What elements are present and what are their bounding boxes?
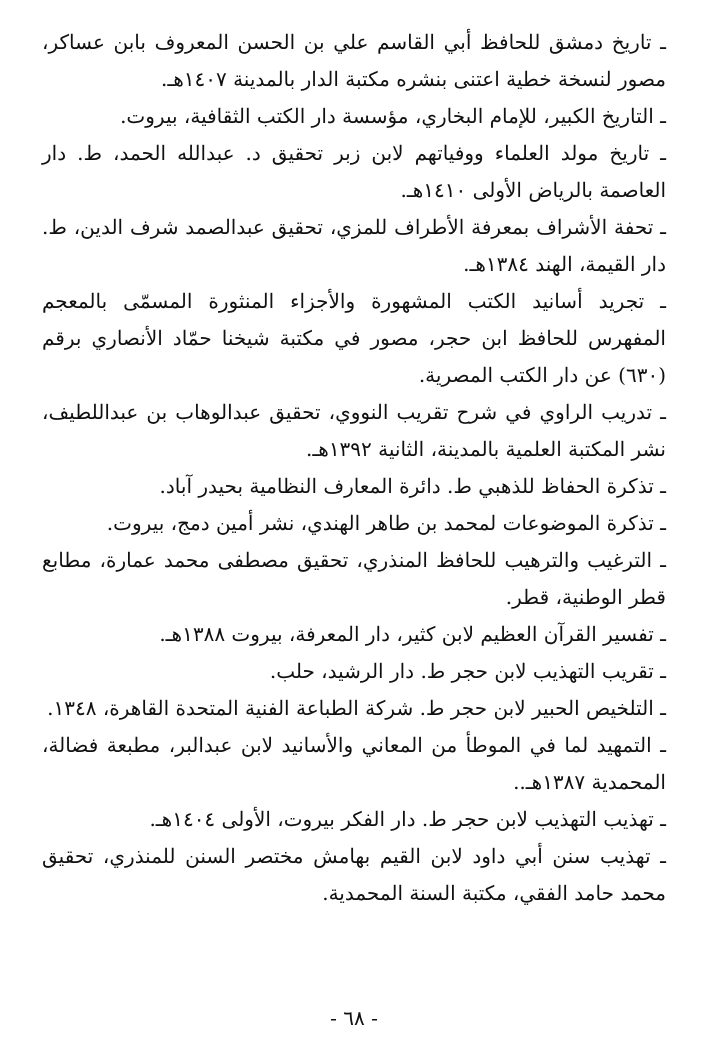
reference-entry: ـ تذكرة الموضوعات لمحمد بن طاهر الهندي، نشر أمين دمج، بيروت. [106, 511, 666, 535]
page-number: - ٦٨ - [330, 1006, 378, 1030]
reference-entry: ـ تجريد أسانيد الكتب المشهورة والأجزاء المنثورة المسمّى بالمعجم المفهرس للحافظ ابن حجر، مصور في مكتبة شيخنا حمّاد الأنصاري برقم (٦٣٠) عن دار الكتب المصرية. [42, 289, 666, 387]
reference-entry: ـ التلخيص الحبير لابن حجر ط. شركة الطباعة الفنية المتحدة القاهرة، ١٣٤٨. [47, 696, 666, 720]
reference-entry: ـ تحفة الأشراف بمعرفة الأطراف للمزي، تحقيق عبدالصمد شرف الدين، ط. دار القيمة، الهند ١٣٨٤هـ. [42, 215, 666, 276]
reference-entry: ـ تهذيب سنن أبي داود لابن القيم بهامش مختصر السنن للمنذري، تحقيق محمد حامد الفقي، مكتبة السنة المحمدية. [42, 844, 666, 905]
reference-entry: ـ التمهيد لما في الموطأ من المعاني والأسانيد لابن عبدالبر، مطبعة فضالة، المحمدية ١٣٨٧هـ.. [42, 733, 666, 794]
bibliography-list [42, 24, 666, 912]
reference-entry: ـ تاريخ مولد العلماء ووفياتهم لابن زبر تحقيق د. عبدالله الحمد، ط. دار العاصمة بالرياض الأولى ١٤١٠هـ. [42, 141, 666, 202]
reference-entry: ـ تذكرة الحفاظ للذهبي ط. دائرة المعارف النظامية بحيدر آباد. [159, 474, 666, 498]
reference-entry: ـ تهذيب التهذيب لابن حجر ط. دار الفكر بيروت، الأولى ١٤٠٤هـ. [149, 807, 666, 831]
reference-entry: ـ تدريب الراوي في شرح تقريب النووي، تحقيق عبدالوهاب بن عبداللطيف، نشر المكتبة العلمية بالمدينة، الثانية ١٣٩٢هـ. [42, 400, 666, 461]
reference-entry: ـ تقريب التهذيب لابن حجر ط. دار الرشيد، حلب. [269, 659, 666, 683]
reference-entry: ـ الترغيب والترهيب للحافظ المنذري، تحقيق مصطفى محمد عمارة، مطابع قطر الوطنية، قطر. [42, 548, 666, 609]
reference-entry: ـ التاريخ الكبير، للإمام البخاري، مؤسسة دار الكتب الثقافية، بيروت. [120, 104, 666, 128]
reference-entry: ـ تفسير القرآن العظيم لابن كثير، دار المعرفة، بيروت ١٣٨٨هـ. [159, 622, 666, 646]
reference-entry: ـ تاريخ دمشق للحافظ أبي القاسم علي بن الحسن المعروف بابن عساكر، مصور لنسخة خطية اعتنى بنشره مكتبة الدار بالمدينة ١٤٠٧هـ. [42, 30, 666, 91]
